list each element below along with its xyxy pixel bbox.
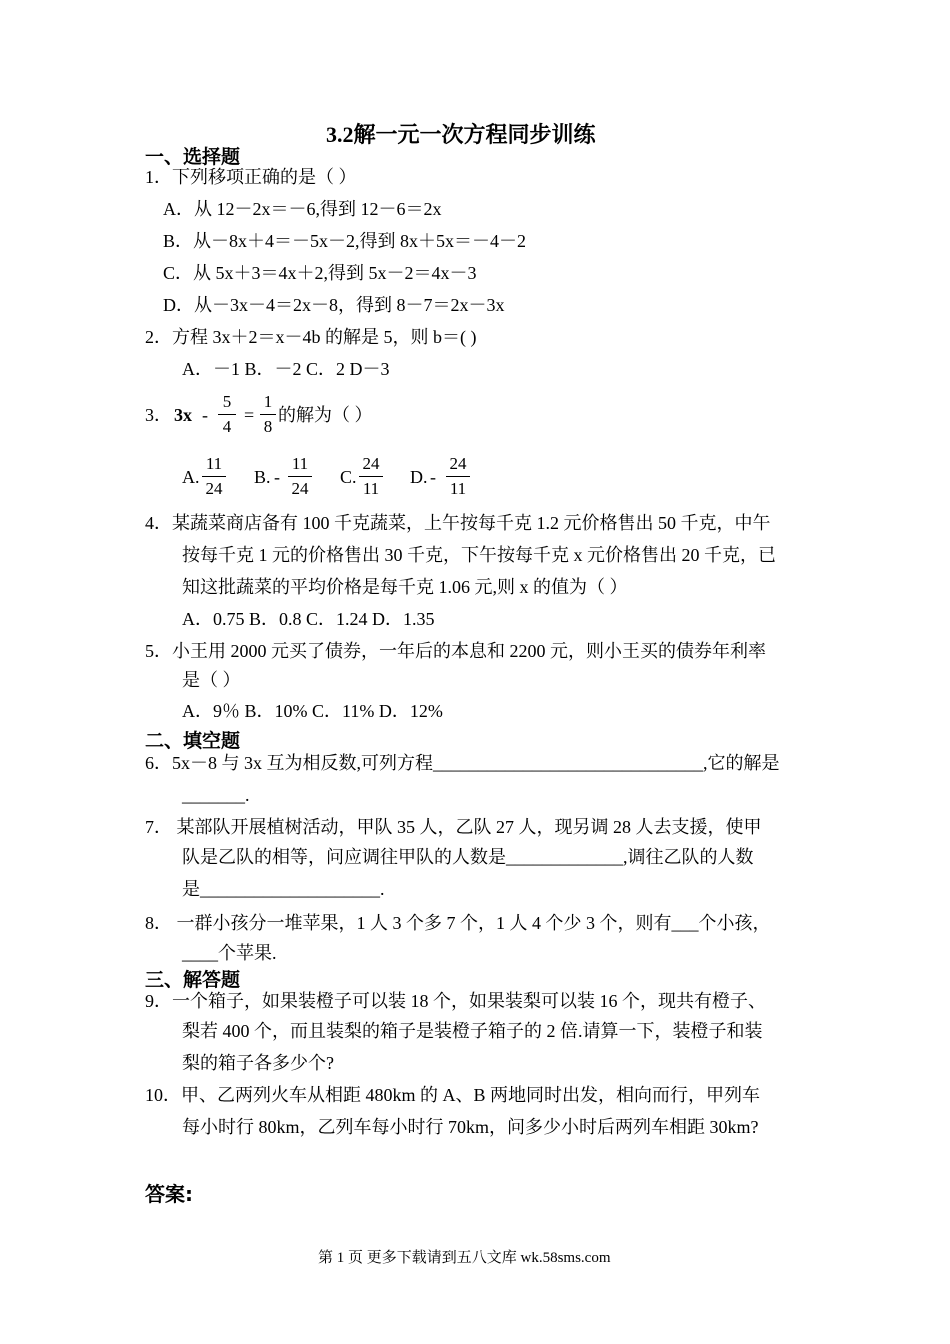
question-1-option-c: C．从 5x＋3＝4x＋2,得到 5x－2＝4x－3: [163, 263, 477, 283]
fraction-denominator: 4: [222, 417, 232, 436]
fraction-numerator: 5: [222, 392, 232, 411]
fraction-denominator: 24: [205, 479, 223, 498]
question-9-line-1: 9．一个箱子，如果装橙子可以装 18 个，如果装梨可以装 16 个，现共有橙子、: [145, 991, 766, 1011]
fraction-denominator: 11: [362, 479, 380, 498]
question-6-line-1: 6．5x－8 与 3x 互为相反数,可列方程______________________________,它的解是: [145, 753, 780, 773]
question-10-line-2: 每小时行 80km，乙列车每小时行 70km，问多少小时后两列车相距 30km?: [182, 1117, 759, 1137]
fraction-denominator: 24: [291, 479, 309, 498]
question-3-option-b-label: B.: [254, 467, 271, 487]
page-footer: 第 1 页 更多下载请到五八文库 wk.58sms.com: [318, 1250, 611, 1266]
question-4-line-2: 按每千克 1 元的价格售出 30 千克，下午按每千克 x 元价格售出 20 千克，已: [182, 545, 776, 565]
question-1-option-b: B．从－8x＋4＝－5x－2,得到 8x＋5x＝－4－2: [163, 231, 527, 251]
question-5-options: A．9％ B．10% C．11% D．12%: [182, 701, 443, 721]
fraction-denominator: 8: [263, 417, 273, 436]
question-4-line-3: 知这批蔬菜的平均价格是每千克 1.06 元,则 x 的值为（ ）: [182, 577, 628, 597]
question-7-line-3: 是____________________.: [182, 879, 385, 899]
question-3-equals: =: [244, 405, 255, 425]
question-10-line-1: 10．甲、乙两列火车从相距 480km 的 A、B 两地同时出发，相向而行，甲列车: [145, 1085, 761, 1105]
fraction-denominator: 11: [449, 479, 467, 498]
answer-heading: 答案:: [145, 1182, 193, 1206]
question-3-option-a-label: A.: [182, 467, 200, 487]
question-3-suffix: 的解为（ ）: [278, 405, 373, 425]
question-5-line-1: 5．小王用 2000 元买了债券，一年后的本息和 2200 元，则小王买的债券年利率: [145, 641, 766, 661]
question-4-line-1: 4．某蔬菜商店备有 100 千克蔬菜，上午按每千克 1.2 元价格售出 50 千克，中午: [145, 513, 771, 533]
page-title: 3.2解一元一次方程同步训练: [326, 122, 596, 147]
fraction-numerator: 24: [449, 454, 467, 473]
question-7-line-2: 队是乙队的相等，问应调往甲队的人数是_____________,调往乙队的人数: [182, 847, 754, 867]
question-3-term: 3x: [174, 405, 192, 425]
fraction-numerator: 1: [263, 392, 273, 411]
fraction-numerator: 11: [291, 454, 309, 473]
question-3-option-c-fraction: [359, 454, 383, 499]
question-8-line-2: ____个苹果.: [182, 943, 277, 963]
question-8-line-1: 8． 一群小孩分一堆苹果，1 人 3 个多 7 个，1 人 4 个少 3 个，则有___个小孩，: [145, 913, 771, 933]
question-3-fraction-1: [218, 392, 236, 437]
question-3-option-d-neg: -: [430, 467, 436, 487]
question-2-options: A．－1 B．－2 C．2 D－3: [182, 359, 390, 379]
fraction-numerator: 11: [205, 454, 223, 473]
question-6-line-2: _______.: [182, 785, 250, 805]
question-3-option-d-label: D.: [410, 467, 428, 487]
question-3-minus: -: [202, 405, 208, 425]
section-heading-fill: 二、填空题: [145, 730, 241, 752]
section-heading-solve: 三、解答题: [145, 969, 241, 991]
section-heading-choice: 一、选择题: [145, 146, 241, 168]
question-3-option-a-fraction: [202, 454, 226, 499]
question-7-line-1: 7． 某部队开展植树活动，甲队 35 人，乙队 27 人，现另调 28 人去支援，使甲: [145, 817, 762, 837]
question-1-option-a: A．从 12－2x＝－6,得到 12－6＝2x: [163, 199, 442, 219]
question-9-line-3: 梨的箱子各多少个?: [182, 1053, 334, 1073]
question-3-option-d-fraction: [446, 454, 470, 499]
question-3-fraction-2: [260, 392, 276, 437]
question-1-option-d: D．从－3x－4＝2x－8，得到 8－7＝2x－3x: [163, 295, 505, 315]
question-9-line-2: 梨若 400 个，而且装梨的箱子是装橙子箱子的 2 倍.请算一下，装橙子和装: [182, 1021, 763, 1041]
question-1-stem: 1．下列移项正确的是（ ）: [145, 167, 357, 187]
question-5-line-2: 是（ ）: [182, 670, 241, 690]
question-2-stem: 2．方程 3x＋2＝x－4b 的解是 5，则 b＝( ): [145, 327, 477, 347]
question-3-option-b-fraction: [288, 454, 312, 499]
question-4-options: A．0.75 B．0.8 C．1.24 D．1.35: [182, 609, 435, 629]
question-3-option-b-neg: -: [274, 467, 280, 487]
fraction-numerator: 24: [362, 454, 380, 473]
question-3-number: 3．: [145, 405, 172, 425]
question-3-option-c-label: C.: [340, 467, 357, 487]
